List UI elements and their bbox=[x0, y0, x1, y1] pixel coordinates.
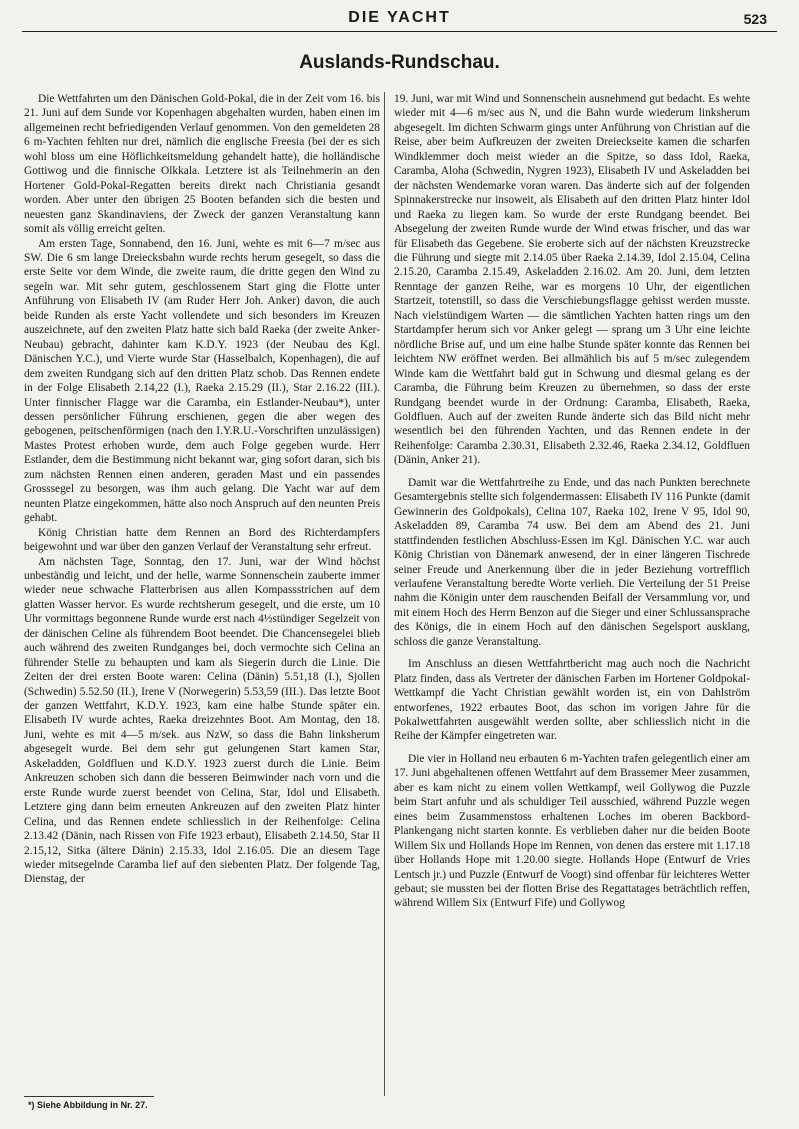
paragraph: Am nächsten Tage, Sonntag, den 17. Juni, war der Wind höchst unbeständig und leicht, und der helle, warme Sonnenschein zauberte immer wieder neue schwache Flatterbrisen aus allen Kompassstrichen auf dem glatten Wasser hervor. Es wurde rechtsherum gesegelt, und die erste, um 10 Uhr vormittags begonnene Runde wurde erst nach 4½stündiger Segelzeit von der dänischen Celine als führendem Boot beendet. Die Chancensegelei blieb auch während des zweiten Rundganges bei, doch vermochte sich Celina an führender Stelle zu behaupten und kam als Siegerin durch die Linie. Die Zeiten der drei ersten Boote waren: Celina (Dänin) 5.51,18 (I.), Sjollen (Schwedin) 5.52.50 (II.), Irene V (Norwegerin) 5.53,59 (III.). Das letzte Boot der ganzen Wettfahrt, K.D.Y. 1923, kam eine halbe Stunde später ein. Elisabeth IV wurde achtes, Raeka dreizehntes Boot. Am Montag, den 18. Juni, wehte es mit 4—5 m/sek. aus NzW, so dass die Bahn linksherum abgesegelt wurde. Bei dem sehr gut gelungenen Start kamen Star, Askeladden, Goldfluen und K.D.Y. 1923 zuerst durch die Linie. Beim Ankreuzen schoben sich dann die besseren Beimwinder nach vorn und die erste Runde wurde zuerst beendet von Celina, Star, Idol und Elisabeth. Letztere ging dann beim erneuten Ankreuzen auf den zweiten Platz hinter Celina, und das Rennen endete schliesslich in der Reihenfolge: Celina 2.13.42 (Dänin, nach Rissen von Fife 1923 erbaut), Elisabeth 2.14.50, Star II 2.15,12, Sitka (ältere Dänin) 2.15.33, Idol 2.16.05. Die an diesem Tage wieder mitsegelnde Caramba lief auf den siebenten Platz. Der folgende Tag, Dienstag, der bbox=[24, 555, 380, 886]
right-column bbox=[394, 92, 750, 911]
footnote-rule bbox=[24, 1096, 154, 1097]
paragraph: Die vier in Holland neu erbauten 6 m-Yachten trafen gelegentlich einer am 17. Juni abgehaltenen offenen Wettfahrt auf dem Brassemer Meer zusammen, aber es kam nicht zu einem vollen Wettkampf, weil Gollywog die Puzzle beim Start anfuhr und als schuldiger Teil ausschied, während Puzzle wegen eines beim Zusammenstoss erhaltenen Loches im oberen Backbord-Plankengang nicht starten konnte. Es verblieben daher nur die beiden Boote Willem Six und Hollands Hope im Rennen, von denen das erstere mit 1.17.18 über Hollands Hope mit 1.20.00 siegte. Hollands Hope (Entwurf de Vries Lentsch jr.) und Puzzle (Entwurf de Voogt) sind offenbar für leichteres Wetter gebaut; sie mussten bei der flotten Brise des Regattatages beträchtlich reffen, während Willem Six (Entwurf Fife) und Gollywog bbox=[394, 752, 750, 910]
paragraph: Damit war die Wettfahrtreihe zu Ende, und das nach Punkten berechnete Gesamtergebnis stellte sich folgendermassen: Elisabeth IV 116 Punkte (damit Gewinnerin des Goldpokals), Celina 107, Raeka 102, Irene V 95, Idol 90, Askeladden 89, Caramba 74 usw. Bei dem am Abend des 21. Juni stattfindenden festlichen Abschluss-Essen im Kgl. Dänischen Y.C. war auch König Christian von Dänemark anwesend, der in einer längeren Tischrede seiner Freude und Anerkennung über die in jeder Beziehung vortrefflich verlaufene Veranstaltung beredte Worte verlieh. Die Verteilung der 51 Preise nahm die Königin unter dem rauschenden Beifall der Versammlung vor, und mit einem Hoch des Herrn Benzon auf die Sieger und einer Schlussansprache des Königs, die in einem Hoch auf den dänischen Segelsport ausklang, schloss die ganze Veranstaltung. bbox=[394, 476, 750, 648]
paragraph: Im Anschluss an diesen Wettfahrtbericht mag auch noch die Nachricht Platz finden, dass als Vertreter der dänischen Farben im Hortener Goldpokal-Wettkampf die Yacht Christian gewählt worden ist, ein von Dahlström entworfenes, 1922 erbautes Boot, das schon im vorigen Jahre für die Pokalwettfahrten ausgewählt werden sollte, aber schliesslich nicht in die Reihe der Kämpfer eingetreten war. bbox=[394, 658, 750, 743]
left-column bbox=[24, 92, 380, 887]
paragraph: Die Wettfahrten um den Dänischen Gold-Pokal, die in der Zeit vom 16. bis 21. Juni auf dem Sunde vor Kopenhagen abgehalten wurden, haben einen im allgemeinen recht befriedigenden Verlauf genommen. Von den gemeldeten 28 6 m-Yachten fehlten nur drei, nämlich die englische Freesia (bei der es sich wohl bloss um eine Höflichkeitsmeldung gehandelt hatte), die holländische Gottiwog und die finnische Olkkala. Letztere ist als Teilnehmerin an den Hortener Gold-Pokal-Regatten bereits direkt nach Christiania gesandt worden. Aber unter den übrigen 25 Booten befanden sich die besten und neuesten ganz Skandinaviens, der Zweck der ganzen Veranstaltung kann somit als völlig erreicht gelten. bbox=[24, 93, 380, 236]
paragraph: Am ersten Tage, Sonnabend, den 16. Juni, wehte es mit 6—7 m/sec aus SW. Die 6 sm lange Dreiecksbahn wurde rechts herum gesegelt, so dass die erste Seite vor dem Winde, die zweite raum, die dritte gegen den Wind zu segeln war. Mit sehr gutem, geschlossenem Start ging die Flotte unter Anführung von Elisabeth IV (am Ruder Herr Joh. Anker) davon, die auch beide Runden als erste Yacht vollendete und sich besonders im Kreuzen auszeichnete, auf den zweiten Platz hatte sich bald Raeka (der zweite Anker-Neubau) gebracht, dahinter kam K.D.Y. 1923 (der Neubau des Kgl. Dänischen Y.C.), und Vierte wurde Star (Hasselbalch, Kopenhagen), die auf dem zweiten Rundgang sich auf den dritten Platz schob. Das Rennen endete in der Folge Elisabeth 2.14,22 (I.), Raeka 2.15.29 (II.), Star 2.16.22 (III.). Unter finnischer Flagge war die Caramba, ein Estlander-Neubau*), unter dessen persönlicher Führung erschienen, gegen die aber wegen des gebogenen, peitschenförmigen (nach den I.Y.R.U.-Vorschriften unzulässigen) Mastes Protest erhoben wurde, dem auch Folge gegeben wurde. Herr Estlander, dem die Bestimmung nicht bekannt war, ging sofort daran, sich bis zum nächsten Rennen einen anderen, geraden Mast und ein passendes Grosssegel zu besorgen, was ihm auch gelang. Die Yacht war auf dem neunten Platze eingekommen, hätte also noch Anspruch auf den neunten Preis gehabt. bbox=[24, 237, 380, 525]
footnote: *) Siehe Abbildung in Nr. 27. bbox=[28, 1100, 148, 1110]
article-title: Auslands-Rundschau. bbox=[299, 52, 500, 73]
page-number: 523 bbox=[743, 11, 767, 27]
paragraph: 19. Juni, war mit Wind und Sonnenschein ausnehmend gut bedacht. Es wehte wieder mit 4—6 m/sec aus N, und die Bahn wurde wiederum linksherum abgesegelt. Im dichten Schwarm gings unter Anführung von Christian auf die Reise, aber beim Aufkreuzen der zweiten Dreieckseite kamen die scharfen Windklemmer doch meist wieder an die Spitze, so dass Idol, Raeka, Caramba, Aloha (Schwedin, Nygren 1923), Elisabeth IV und Askeladden bei der nächsten Wendemarke voran waren. Das änderte sich auf der folgenden Spinnakerstrecke nur insoweit, als Elisabeth auf den dritten Platz hinter Idol und Raeka zu liegen kam. So wurde der erste Rundgang beendet. Bei Absegelung der zweiten Runde wurde der Wind etwas frischer, und das war für Elisabeth das Gegebene. Sie eroberte sich auf der nächsten Kreuzstrecke die Führung und siegte mit 2.14.05 über Raeka 2.14.39, Idol 2.15.04, Celina 2.15.20, Caramba 2.15.49, Askeladden 2.16.02. Am 20. Juni, dem letzten Renntage der ganzen Reihe, war es morgens 10 Uhr, der eigentlichen Startzeit, totenstill, so dass die Verschiebungsflagge gehisst werden musste. Nach vielstündigem Warten — die sämtlichen Yachten hatten rings um den Startdampfer herum sich vor Anker gelegt — sprang um 3 Uhr eine leichte nördliche Brise auf, und um eine halbe Stunde später konnte das Rennen bei leichtem NW eröffnet werden. Bei allmählich bis auf 5 m/sec zulegendem Winde kam die Wettfahrt bald gut in Schwung und diesmal gelang es der Caramba, die Führung beim Kreuzen zu übernehmen, so dass der erste Rundgang beendet wurde in der Ordnung: Caramba, Elisabeth, Raeka, Goldfluen. Auch auf der zweiten Runde änderte sich das Bild nicht mehr wesentlich bei den führenden Yachten, und das Rennen endete in der Reihenfolge: Caramba 2.30.31, Elisabeth 2.32.46, Raeka 2.34.12, Goldfluen (Dänin, Anker 21). bbox=[394, 93, 750, 467]
paragraph: König Christian hatte dem Rennen an Bord des Richterdampfers beigewohnt und war über den ganzen Verlauf der Veranstaltung sehr erfreut. bbox=[24, 526, 380, 554]
running-title: DIE YACHT bbox=[348, 9, 451, 26]
column-divider bbox=[384, 92, 385, 1096]
running-head bbox=[0, 7, 799, 31]
header-rule bbox=[22, 31, 777, 32]
